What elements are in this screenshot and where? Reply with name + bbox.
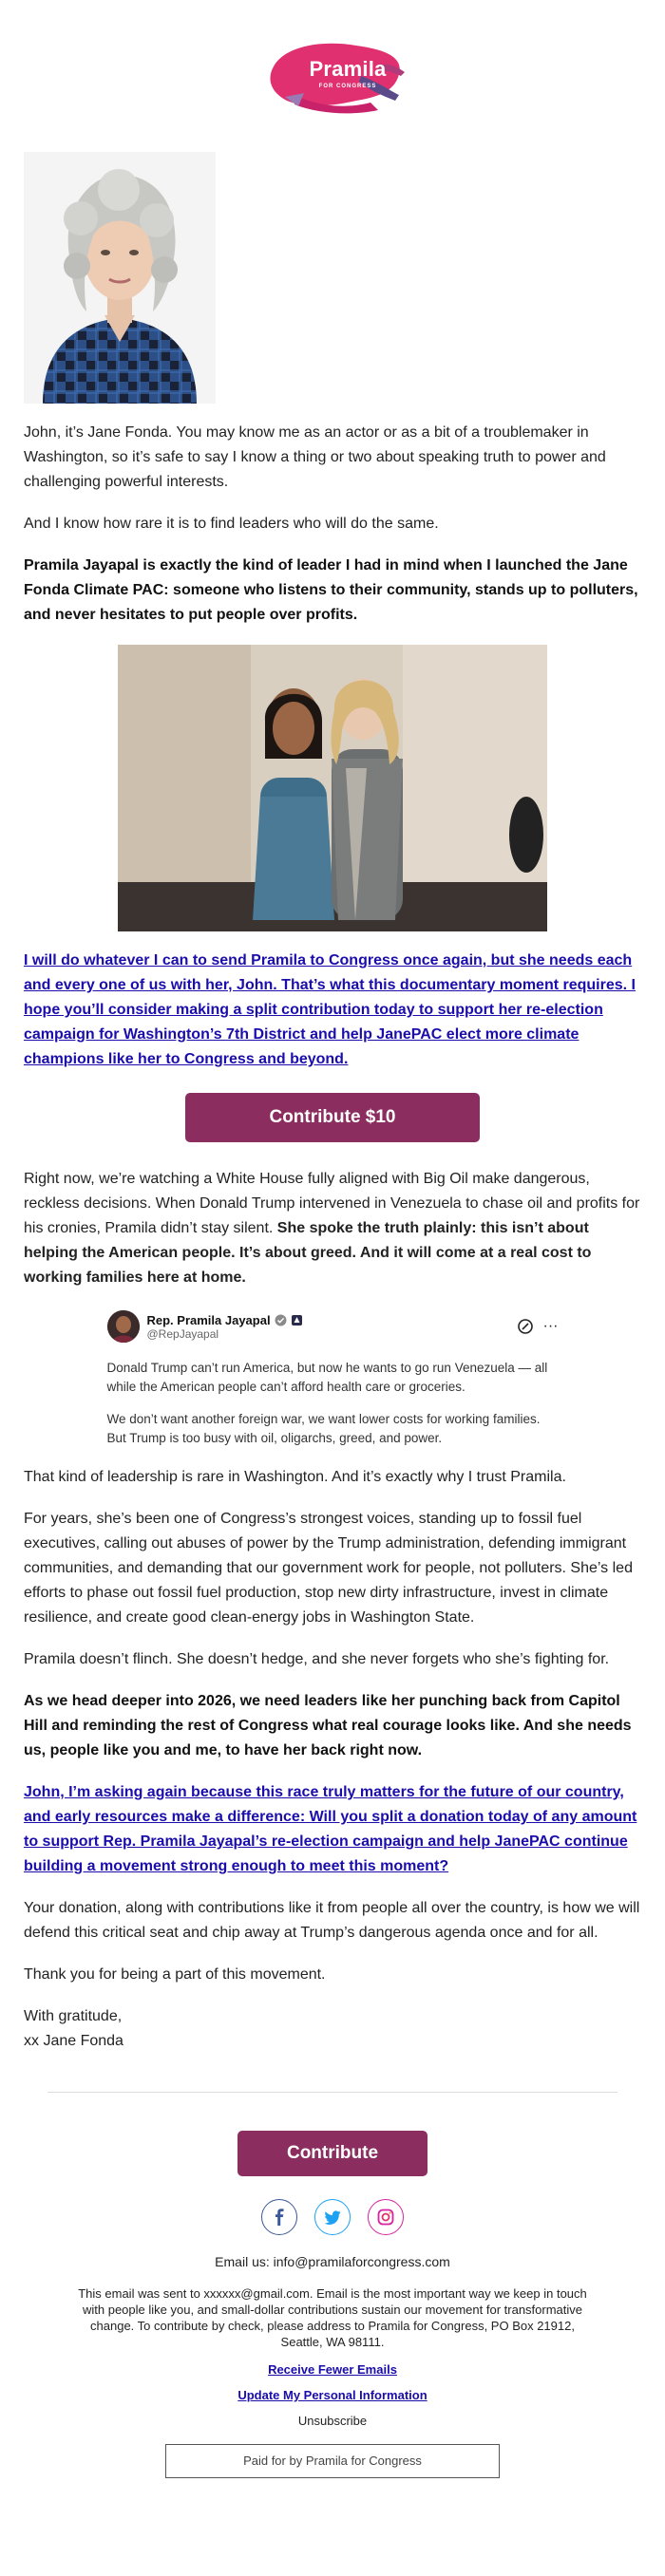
update-info-link[interactable]: Update My Personal Information — [238, 2388, 428, 2402]
signoff-line: With gratitude, — [24, 2008, 123, 2024]
header-logo-area — [0, 0, 665, 152]
tweet-text-2: We don’t want another foreign war, we want lower costs for working families. But Trump is too busy with oil, oligarchs, greed, and power. — [106, 1412, 541, 1445]
tweet-author-name: Rep. Pramila Jayapal — [146, 1312, 271, 1327]
donate-link-2[interactable]: John, I’m asking again because this race truly matters for the future of our country, and early resources make a difference: Will you split a donation today of any amount to support Rep. Pramila Jayapal’s re-election campaign and help JanePAC continue building a movement strong enough to meet this moment? — [24, 1784, 637, 1874]
tweet-handle: @RepJayapal — [146, 1326, 219, 1341]
verified-badge-icon — [275, 1314, 287, 1326]
jayapal-fonda-photo — [118, 645, 547, 931]
donate-link-1[interactable]: I will do whatever I can to send Pramila to Congress once again, but she needs each and every one of us with her, John. That’s what this documentary moment requires. I hope you’ll consider making a split contribution today to support her re-election campaign for Washington’s 7th District and help JanePAC elect more climate champions like her to Congress and beyond. — [24, 952, 636, 1067]
avatar — [107, 1310, 140, 1343]
jane-fonda-portrait — [24, 152, 216, 404]
more-options-icon[interactable]: ··· — [542, 1318, 559, 1334]
venezuela-text: Right now, we’re watching a White House fully aligned with Big Oil make dangerous, reckless decisions. When Donald Trump intervened in Venezuela to chase oil and profits for his cronies, Pramila didn’t stay silent. — [24, 1171, 640, 1236]
intro-paragraph-3: Pramila Jayapal is exactly the kind of leader I had in mind when I launched the Jane Fonda Climate PAC: someone who listens to their community, stands up to polluters, and never hesitates to put people over profits. — [24, 557, 638, 623]
government-badge-icon — [291, 1314, 303, 1326]
receive-fewer-emails-link[interactable]: Receive Fewer Emails — [268, 2362, 397, 2377]
tweet-text-1: Donald Trump can’t run America, but now he wants to go run Venezuela — all while the American people can’t afford health care or groceries. — [106, 1361, 548, 1394]
paid-for-disclaimer: Paid for by Pramila for Congress — [165, 2444, 500, 2478]
venezuela-paragraph — [24, 1167, 641, 1290]
venezuela-bold-text: She spoke the truth plainly: this isn’t about helping the American people. It’s about greed. And it will come at a real cost to working families here at home. — [24, 1220, 592, 1286]
twitter-icon[interactable] — [314, 2199, 351, 2235]
contribute-button[interactable]: Contribute — [238, 2131, 428, 2176]
intro-paragraph-2: And I know how rare it is to find leaders who will do the same. — [24, 516, 439, 532]
ask-paragraph-2 — [24, 1780, 641, 1879]
paragraph-2026: As we head deeper into 2026, we need leaders like her punching back from Capitol Hill and reminding the rest of Congress what real courage looks like. And she needs us, people like you and me, to have her back right now. — [24, 1693, 632, 1758]
middle-paragraph-1: That kind of leadership is rare in Washington. And it’s exactly why I trust Pramila. — [24, 1469, 566, 1485]
unsubscribe-link[interactable]: Unsubscribe — [297, 2414, 368, 2428]
x-logo-icon[interactable] — [517, 1318, 534, 1335]
ask-paragraph-1 — [24, 949, 641, 1072]
closing-paragraph-1: Your donation, along with contributions like it from people all over the country, is how we will defend this critical seat and chip away at Trump’s dangerous agenda once and for all. — [24, 1900, 640, 1941]
contribute-10-button[interactable]: Contribute $10 — [185, 1093, 480, 1142]
middle-paragraph-3: Pramila doesn’t flinch. She doesn’t hedge, and she never forgets who she’s fighting for. — [24, 1651, 610, 1667]
footer — [0, 2254, 665, 2478]
footer-divider — [48, 2092, 618, 2093]
logo-subtitle: FOR CONGRESS — [318, 84, 377, 89]
tweet-embed[interactable] — [107, 1307, 559, 1448]
logo-name: Pramila — [309, 57, 387, 81]
signature-name: xx Jane Fonda — [24, 2033, 124, 2049]
middle-paragraph-2: For years, she’s been one of Congress’s strongest voices, standing up to fossil fuel executives, calling out abuses of power by the Trump administration, defending immigrant communities, and demanding that our government work for people, not polluters. She’s led efforts to phase out fossil fuel production, stop new dirty infrastructure, invest in climate resilience, and create good clean-energy jobs in Washington State. — [24, 1511, 633, 1626]
social-links — [0, 2199, 665, 2235]
facebook-icon[interactable] — [261, 2199, 297, 2235]
closing-paragraph-2: Thank you for being a part of this movement. — [24, 1966, 326, 1983]
footer-email: Email us: info@pramilaforcongress.com — [215, 2254, 450, 2269]
pramila-logo[interactable] — [256, 28, 408, 123]
signoff — [24, 2004, 641, 2054]
footer-disclaimer: This email was sent to xxxxxx@gmail.com. Email is the most important way we keep in touch with people like you, and small-dollar contributions sustain our movement for transformative change. To contribute by check, please address to Pramila for Congress, PO Box 21912, Seattle, WA 98111. — [78, 2286, 587, 2349]
email-body — [0, 152, 665, 2054]
tweet-header — [107, 1307, 559, 1345]
instagram-icon[interactable] — [368, 2199, 404, 2235]
intro-paragraph-1: John, it’s Jane Fonda. You may know me as an actor or as a bit of a troublemaker in Washington, so it’s safe to say I know a thing or two about speaking truth to power and challenging powerful interests. — [24, 424, 606, 490]
